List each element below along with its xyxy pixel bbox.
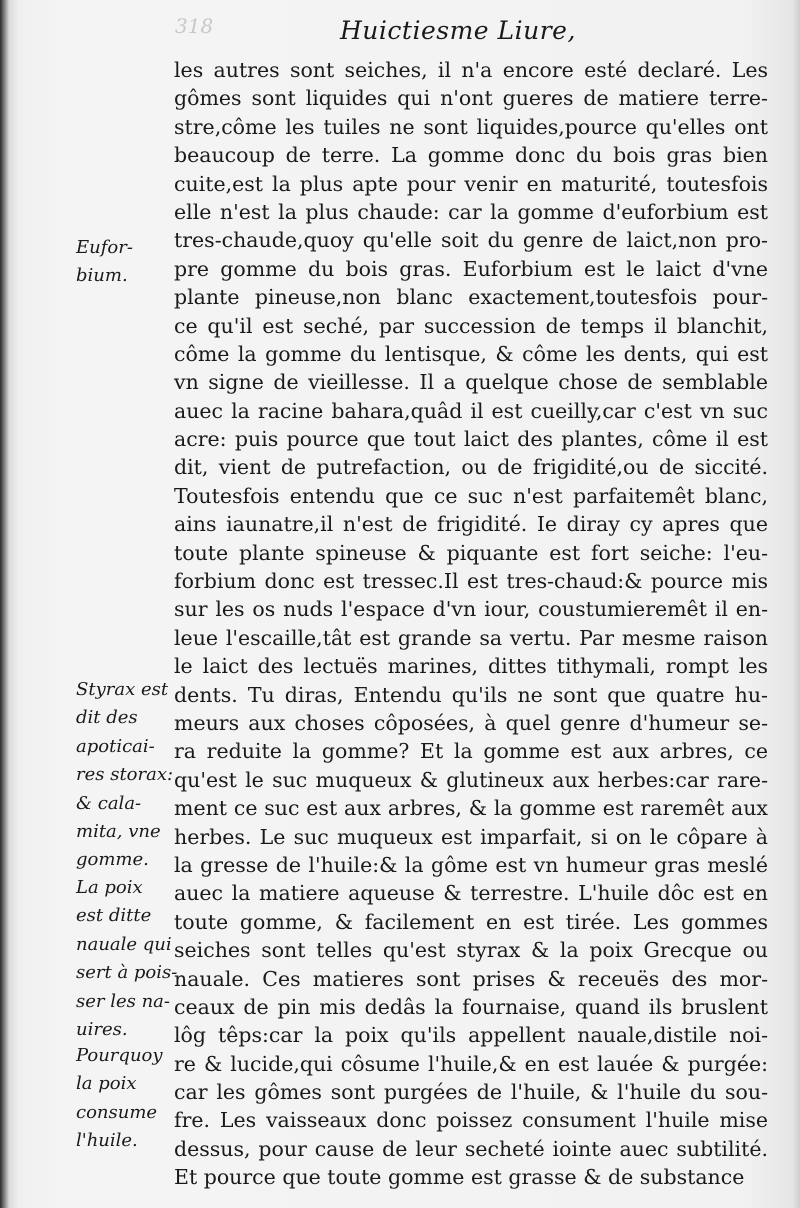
margin-note-line: Eufor- (76, 237, 133, 258)
text-line: cuite,est la plus apte pour venir en maturité, toutesfois (174, 171, 768, 196)
margin-note-line: mita, vne (76, 821, 161, 843)
main-text-block (174, 56, 768, 1192)
text-line: les autres sont seiches, il n'a encore esté declaré. Les (174, 58, 768, 82)
margin-note-line: Pourquoy (76, 1045, 163, 1066)
text-line: le laict des lectuës marines, dittes tithymali, rompt les (174, 654, 768, 679)
margin-note-line: la poix (76, 1073, 137, 1095)
margin-note-line: gomme. (76, 849, 149, 871)
text-line: Toutesfois entendu que ce suc n'est parfaitemêt blanc, (174, 483, 768, 508)
text-line: ment ce suc est aux arbres, & la gomme est raremêt aux (174, 796, 768, 821)
text-line: sur les os nuds l'espace d'vn iour, coustumieremêt il en- (174, 597, 768, 622)
text-line: nauale. Ces matieres sont prises & receuës des mor- (174, 966, 768, 991)
text-line: acre: puis pource que tout laict des plantes, côme il est (174, 427, 768, 452)
text-line: auec la racine bahara,quâd il est cueilly,car c'est vn suc (174, 398, 768, 423)
text-line: leue l'escaille,tât est grande sa vertu. Par mesme raison (174, 625, 768, 650)
text-line: fre. Les vaisseaux donc poissez consument l'huile mise (174, 1108, 768, 1133)
text-line: vn signe de vieillesse. Il a quelque chose de semblable (174, 370, 768, 395)
margin-note-line: bium. (76, 265, 128, 287)
text-line: dit, vient de putrefaction, ou de frigidité,ou de siccité. (174, 455, 768, 480)
text-line: elle n'est la plus chaude: car la gomme d'euforbium est (174, 199, 768, 224)
margin-note-euforbium (76, 234, 180, 291)
text-line: car les gômes sont purgées de l'huile, & l'huile du sou- (174, 1080, 768, 1105)
text-line: Et pource que toute gomme est grasse & de substance (174, 1165, 745, 1190)
margin-note-line: ser les na- (76, 990, 170, 1012)
text-line: re & lucide,qui côsume l'huile,& en est lauée & purgée: (174, 1051, 768, 1076)
margin-note-line: res storax: (76, 764, 174, 786)
text-line: herbes. Le suc muqueux est imparfait, si on le côpare à (174, 824, 768, 849)
text-line: auec la matiere aqueuse & terrestre. L'huile dôc est en (174, 881, 768, 906)
margin-note-poix-nauale (76, 874, 180, 1044)
text-line: dessus, pour cause de leur secheté iointe auec subtilité. (174, 1136, 768, 1161)
margin-note-line: est ditte (76, 905, 152, 927)
text-line: plante pineuse,non blanc exactement,toutesfois pour- (174, 285, 768, 310)
text-line: ce qu'il est seché, par succession de temps il blanchit, (174, 313, 768, 338)
margin-note-line: l'huile. (76, 1130, 138, 1152)
margin-note-line: Styrax est (76, 679, 169, 700)
text-line: ceaux de pin mis dedâs la fournaise, quand ils bruslent (174, 994, 768, 1019)
margin-note-line: dit des (76, 707, 138, 729)
text-line: côme la gomme du lentisque, & côme les dents, qui est (174, 341, 768, 366)
text-line: forbium donc est tressec.Il est tres-chaud:& pource mis (174, 569, 768, 594)
margin-note-line: & cala- (76, 792, 142, 814)
text-line: dents. Tu diras, Entendu qu'ils ne sont que quatre hu- (174, 682, 768, 707)
text-line: ra reduite la gomme? Et la gomme est aux arbres, ce (174, 739, 768, 764)
text-line: lôg têps:car la poix qu'ils appellent nauale,distile noi- (174, 1023, 768, 1048)
text-line: seiches sont telles qu'est styrax & la poix Grecque ou (174, 938, 768, 963)
text-line: pre gomme du bois gras. Euforbium est le laict d'vne (174, 256, 768, 281)
running-head: Huictiesme Liure, (340, 16, 576, 45)
text-line: ains iaunatre,il n'est de frigidité. Ie diray cy apres que (174, 512, 768, 537)
margin-note-line: sert à pois- (76, 962, 178, 984)
text-line: toute gomme, & facilement en est tirée. Les gommes (174, 909, 768, 934)
text-line: toute plante spineuse & piquante est fort seiche: l'eu- (174, 540, 768, 565)
text-line: beaucoup de terre. La gomme donc du bois gras bien (174, 143, 768, 168)
text-line: meurs aux choses côposées, à quel genre d'humeur se- (174, 710, 768, 735)
margin-note-line: apoticai- (76, 735, 155, 757)
margin-note-line: nauale qui (76, 933, 172, 955)
margin-note-line: La poix (76, 877, 143, 898)
margin-note-line: uires. (76, 1019, 128, 1041)
margin-note-line: consume (76, 1101, 158, 1123)
margin-note-styrax (76, 676, 180, 875)
text-line: stre,côme les tuiles ne sont liquides,pource qu'elles ont (174, 114, 768, 139)
text-line: qu'est le suc muqueux & glutineux aux herbes:car rare- (174, 767, 768, 792)
margin-note-pourquoy (76, 1042, 180, 1156)
text-line: la gresse de l'huile:& la gôme est vn humeur gras meslé (174, 852, 768, 877)
show-through-page-number: 318 (175, 14, 214, 38)
text-line: gômes sont liquides qui n'ont gueres de matiere terre- (174, 86, 768, 111)
text-line: tres-chaude,quoy qu'elle soit du genre de laict,non pro- (174, 228, 768, 253)
